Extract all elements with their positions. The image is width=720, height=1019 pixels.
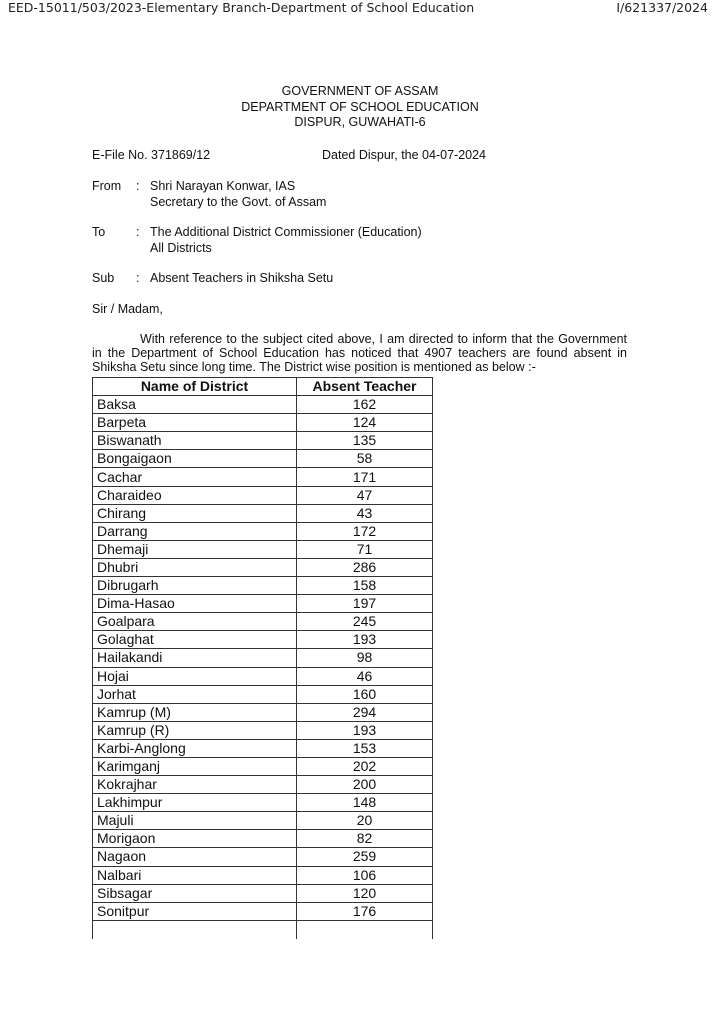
table-row <box>93 613 433 631</box>
absent-count: 46 <box>297 667 433 685</box>
table-row <box>93 866 433 884</box>
letterhead <box>0 84 720 131</box>
table-row <box>93 812 433 830</box>
table-row <box>93 739 433 757</box>
district-name: Charaideo <box>93 486 297 504</box>
table-row <box>93 558 433 576</box>
absent-count: 135 <box>297 432 433 450</box>
absent-count: 82 <box>297 830 433 848</box>
district-name: Goalpara <box>93 613 297 631</box>
district-name: Jorhat <box>93 685 297 703</box>
absent-count: 106 <box>297 866 433 884</box>
table-row <box>93 757 433 775</box>
table-row <box>93 595 433 613</box>
file-number: E-File No. 371869/12 <box>92 148 211 162</box>
table-header-row <box>93 378 433 396</box>
absent-count: 158 <box>297 577 433 595</box>
recipient-title: The Additional District Commissioner (Education) <box>150 225 422 239</box>
table-row <box>93 540 433 558</box>
table-row <box>93 486 433 504</box>
absent-count: 259 <box>297 848 433 866</box>
absent-count: 98 <box>297 649 433 667</box>
to-label: To <box>92 225 106 239</box>
to-block <box>150 225 422 256</box>
table-row <box>93 721 433 739</box>
district-name: Morigaon <box>93 830 297 848</box>
district-name: Lakhimpur <box>93 794 297 812</box>
district-name: Sibsagar <box>93 884 297 902</box>
absent-column-header: Absent Teacher <box>297 378 433 396</box>
district-name: Biswanath <box>93 432 297 450</box>
absent-count: 176 <box>297 902 433 920</box>
table-row <box>93 631 433 649</box>
district-name: Dhubri <box>93 558 297 576</box>
from-label: From <box>92 179 122 193</box>
district-name: Darrang <box>93 522 297 540</box>
absent-count: 171 <box>297 468 433 486</box>
district-name: Hailakandi <box>93 649 297 667</box>
absent-count: 43 <box>297 504 433 522</box>
table-row <box>93 432 433 450</box>
sender-name: Shri Narayan Konwar, IAS <box>150 179 296 193</box>
district-name: Dhemaji <box>93 540 297 558</box>
letter-date: Dated Dispur, the 04-07-2024 <box>322 148 486 162</box>
absent-count: 160 <box>297 685 433 703</box>
district-name: Bongaigaon <box>93 450 297 468</box>
absent-count: 20 <box>297 812 433 830</box>
absent-count: 200 <box>297 776 433 794</box>
district-name: Barpeta <box>93 414 297 432</box>
absent-count: 120 <box>297 884 433 902</box>
table-row <box>93 450 433 468</box>
letterhead-government: GOVERNMENT OF ASSAM <box>281 84 439 98</box>
absent-count: 148 <box>297 794 433 812</box>
table-row <box>93 522 433 540</box>
absent-count: 202 <box>297 757 433 775</box>
table-row <box>93 414 433 432</box>
table-body <box>93 396 433 939</box>
letterhead-location: DISPUR, GUWAHATI-6 <box>294 115 426 129</box>
from-block <box>150 179 326 210</box>
file-reference: EED-15011/503/2023-Elementary Branch-Department of School Education <box>8 0 475 15</box>
table-row <box>93 468 433 486</box>
absent-count: 245 <box>297 613 433 631</box>
table-row <box>93 685 433 703</box>
district-name: Majuli <box>93 812 297 830</box>
table-continuation-row <box>93 920 433 939</box>
inward-number: I/621337/2024 <box>616 0 708 15</box>
district-name: Kokrajhar <box>93 776 297 794</box>
table-row <box>93 577 433 595</box>
from-colon: : <box>136 179 140 193</box>
table-row <box>93 396 433 414</box>
absent-count: 286 <box>297 558 433 576</box>
district-name: Nalbari <box>93 866 297 884</box>
district-name: Dima-Hasao <box>93 595 297 613</box>
district-name: Dibrugarh <box>93 577 297 595</box>
district-name: Kamrup (R) <box>93 721 297 739</box>
district-column-header: Name of District <box>93 378 297 396</box>
subject-colon: : <box>136 271 140 285</box>
empty-cell <box>93 920 297 939</box>
district-name: Karbi-Anglong <box>93 739 297 757</box>
table-row <box>93 504 433 522</box>
absent-count: 47 <box>297 486 433 504</box>
table-row <box>93 902 433 920</box>
absent-count: 193 <box>297 721 433 739</box>
absent-count: 162 <box>297 396 433 414</box>
district-name: Kamrup (M) <box>93 703 297 721</box>
district-name: Hojai <box>93 667 297 685</box>
district-name: Nagaon <box>93 848 297 866</box>
absent-count: 294 <box>297 703 433 721</box>
table-row <box>93 667 433 685</box>
letterhead-department: DEPARTMENT OF SCHOOL EDUCATION <box>241 99 479 114</box>
sender-designation: Secretary to the Govt. of Assam <box>150 194 327 209</box>
district-name: Golaghat <box>93 631 297 649</box>
absent-count: 71 <box>297 540 433 558</box>
body-paragraph: With reference to the subject cited above, I am directed to inform that the Government in the Department of School Education has noticed that 4907 teachers are found absent in Shiksha Setu since long time. The District wise position is mentioned as below :- <box>92 332 627 375</box>
empty-cell <box>297 920 433 939</box>
table-row <box>93 649 433 667</box>
absent-count: 153 <box>297 739 433 757</box>
document-reference-bar <box>0 0 720 16</box>
subject-text: Absent Teachers in Shiksha Setu <box>150 271 334 285</box>
to-colon: : <box>136 225 140 239</box>
subject-label: Sub <box>92 271 115 285</box>
table-row <box>93 794 433 812</box>
salutation: Sir / Madam, <box>92 302 163 316</box>
absent-count: 58 <box>297 450 433 468</box>
table-row <box>93 884 433 902</box>
district-name: Karimganj <box>93 757 297 775</box>
absent-count: 124 <box>297 414 433 432</box>
district-name: Chirang <box>93 504 297 522</box>
absent-teachers-table <box>92 377 433 939</box>
district-name: Baksa <box>93 396 297 414</box>
table-row <box>93 830 433 848</box>
recipient-scope: All Districts <box>150 240 212 255</box>
district-name: Cachar <box>93 468 297 486</box>
district-name: Sonitpur <box>93 902 297 920</box>
table-row <box>93 703 433 721</box>
table-row <box>93 776 433 794</box>
absent-count: 172 <box>297 522 433 540</box>
absent-count: 193 <box>297 631 433 649</box>
table-row <box>93 848 433 866</box>
absent-count: 197 <box>297 595 433 613</box>
